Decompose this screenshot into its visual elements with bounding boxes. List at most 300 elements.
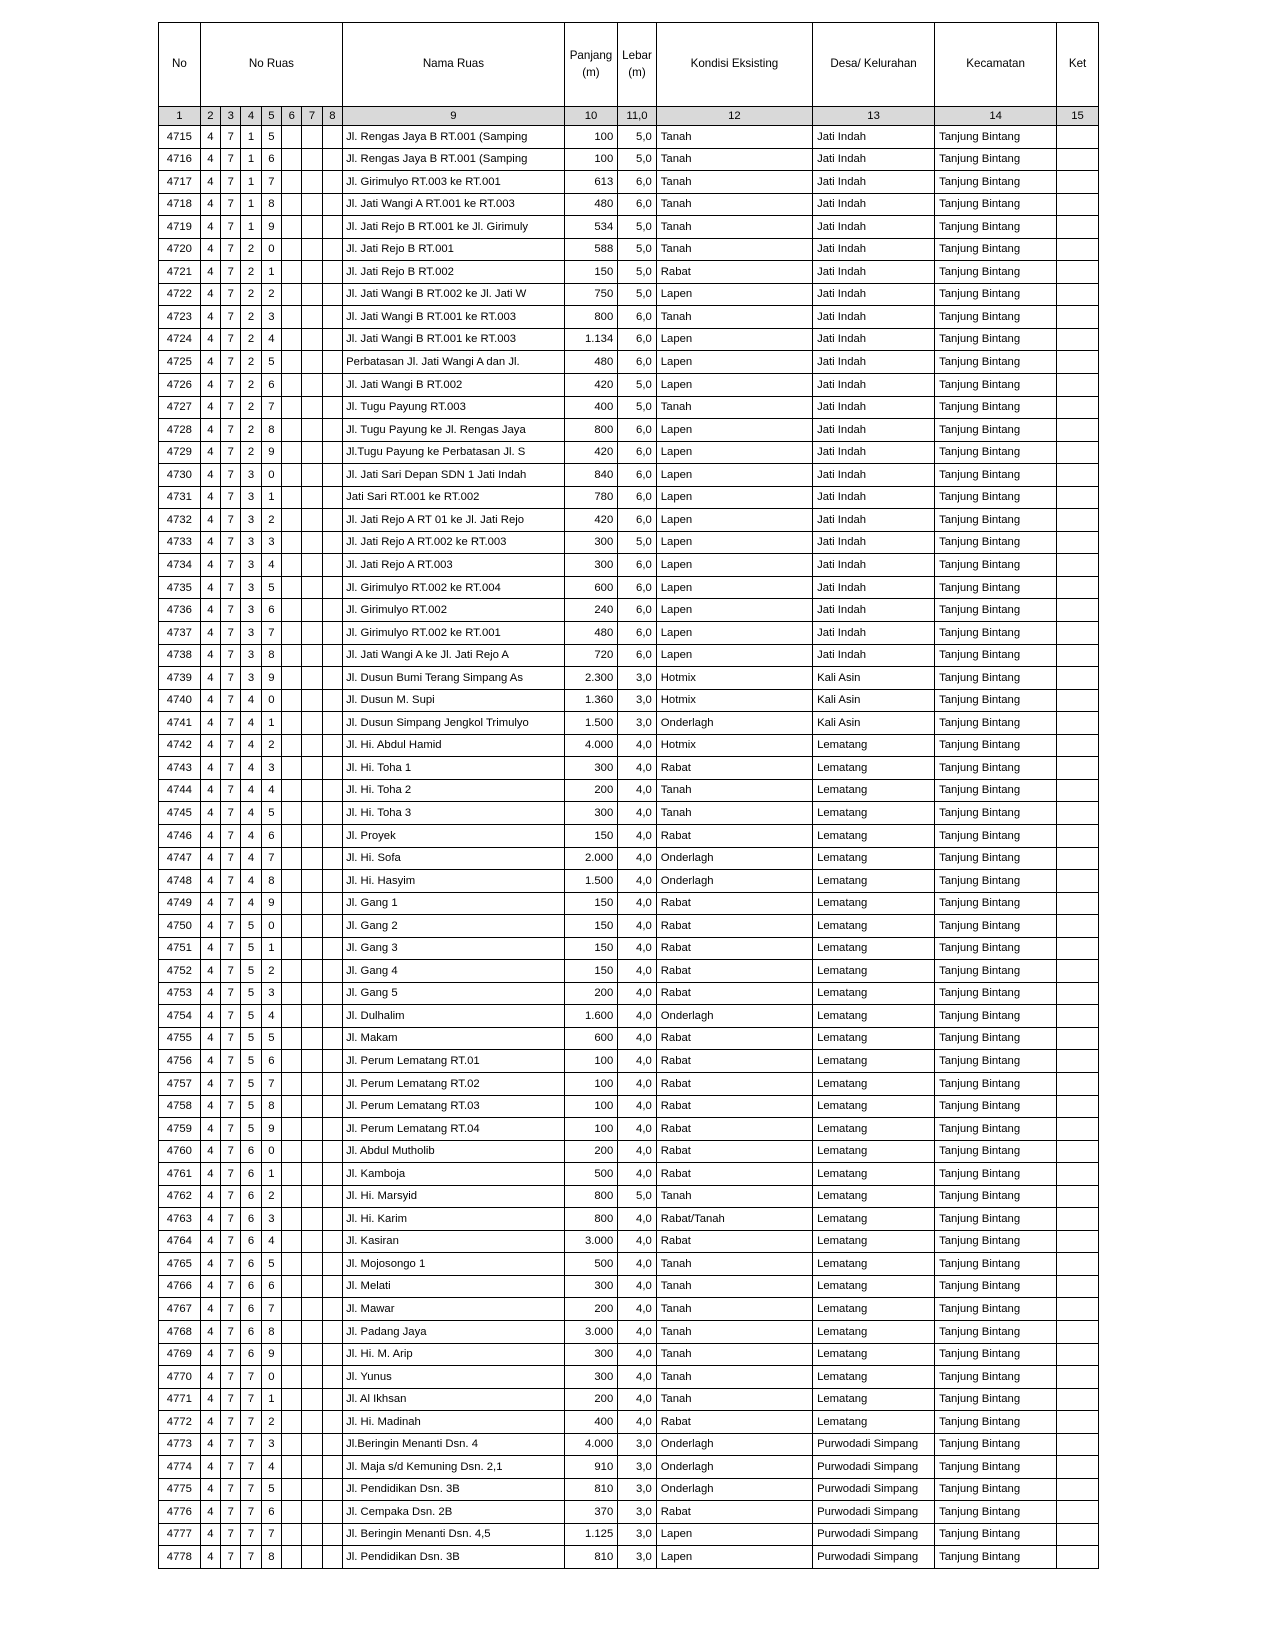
cell-kecamatan — [935, 1050, 1057, 1073]
cell-kecamatan — [935, 328, 1057, 351]
header-no-ruas: No Ruas — [200, 23, 342, 107]
cell-no-ruas-digit-4: 3 — [261, 306, 281, 329]
cell-no-ruas-digit-2: 7 — [221, 824, 241, 847]
cell-no-ruas-digit-1: 4 — [200, 1230, 220, 1253]
cell-kondisi-eksisting: Lapen — [656, 576, 812, 599]
cell-no-ruas-digit-2: 7 — [221, 870, 241, 893]
cell-no-ruas-digit-4: 9 — [261, 1343, 281, 1366]
cell-desa-kelurahan — [813, 1185, 935, 1208]
cell-no: 4753 — [159, 982, 201, 1005]
cell-no-ruas-digit-6 — [302, 937, 322, 960]
cell-lebar: 6,0 — [618, 576, 657, 599]
cell-lebar: 6,0 — [618, 622, 657, 645]
cell-no: 4725 — [159, 351, 201, 374]
cell-no-ruas-digit-6 — [302, 1456, 322, 1479]
desa-text: Lematang — [817, 1190, 868, 1203]
cell-nama-ruas — [343, 419, 565, 442]
cell-no-ruas-digit-5 — [282, 1456, 302, 1479]
cell-no-ruas-digit-1: 4 — [200, 306, 220, 329]
nama-ruas-text: Jl. Jati Rejo A RT 01 ke Jl. Jati Rejo — [346, 513, 525, 526]
table-row — [159, 238, 1099, 261]
cell-no-ruas-digit-7 — [322, 576, 342, 599]
table-row — [159, 1478, 1099, 1501]
kecamatan-text: Tanjung Bintang — [939, 1257, 1021, 1270]
cell-panjang: 1.125 — [564, 1523, 618, 1546]
cell-lebar: 4,0 — [618, 1208, 657, 1231]
table-row — [159, 419, 1099, 442]
cell-lebar: 6,0 — [618, 441, 657, 464]
cell-no: 4730 — [159, 464, 201, 487]
cell-no-ruas-digit-4: 5 — [261, 1027, 281, 1050]
nama-ruas-text: Jl. Dusun M. Supi — [346, 694, 435, 707]
cell-no-ruas-digit-3: 4 — [241, 870, 261, 893]
cell-kondisi-eksisting: Onderlagh — [656, 712, 812, 735]
cell-no-ruas-digit-3: 3 — [241, 599, 261, 622]
table-row — [159, 757, 1099, 780]
cell-no: 4732 — [159, 509, 201, 532]
cell-no-ruas-digit-4: 6 — [261, 599, 281, 622]
cell-kecamatan — [935, 193, 1057, 216]
cell-kondisi-eksisting: Lapen — [656, 1546, 812, 1569]
cell-no-ruas-digit-7 — [322, 126, 342, 149]
cell-panjang: 800 — [564, 419, 618, 442]
table-row — [159, 1411, 1099, 1434]
colnum-12: 12 — [656, 107, 812, 126]
nama-ruas-text: Jl. Perum Lematang RT.03 — [346, 1100, 480, 1113]
cell-no-ruas-digit-1: 4 — [200, 802, 220, 825]
cell-no: 4770 — [159, 1366, 201, 1389]
desa-text: Purwodadi Simpang — [817, 1438, 919, 1451]
cell-no-ruas-digit-6 — [302, 1005, 322, 1028]
cell-no-ruas-digit-3: 2 — [241, 396, 261, 419]
table-row — [159, 937, 1099, 960]
table-row — [159, 1140, 1099, 1163]
cell-no-ruas-digit-4: 7 — [261, 171, 281, 194]
cell-no-ruas-digit-4: 3 — [261, 1433, 281, 1456]
cell-no-ruas-digit-1: 4 — [200, 712, 220, 735]
cell-no: 4765 — [159, 1253, 201, 1276]
nama-ruas-text: Jl. Girimulyo RT.002 ke RT.001 — [346, 626, 501, 639]
cell-kecamatan — [935, 171, 1057, 194]
cell-panjang: 150 — [564, 892, 618, 915]
kecamatan-text: Tanjung Bintang — [939, 1145, 1021, 1158]
desa-text: Jati Indah — [817, 423, 867, 436]
nama-ruas-text: Jl. Girimulyo RT.002 — [346, 604, 447, 617]
cell-kecamatan — [935, 1095, 1057, 1118]
cell-ket — [1057, 171, 1099, 194]
cell-nama-ruas — [343, 802, 565, 825]
cell-kondisi-eksisting: Lapen — [656, 554, 812, 577]
cell-nama-ruas — [343, 1208, 565, 1231]
kecamatan-text: Tanjung Bintang — [939, 604, 1021, 617]
cell-no-ruas-digit-5 — [282, 1546, 302, 1569]
nama-ruas-text: Jl. Girimulyo RT.003 ke RT.001 — [346, 175, 501, 188]
cell-no-ruas-digit-1: 4 — [200, 1298, 220, 1321]
cell-no-ruas-digit-1: 4 — [200, 419, 220, 442]
cell-no: 4757 — [159, 1072, 201, 1095]
cell-desa-kelurahan — [813, 779, 935, 802]
cell-no-ruas-digit-7 — [322, 622, 342, 645]
cell-desa-kelurahan — [813, 712, 935, 735]
cell-nama-ruas — [343, 1163, 565, 1186]
table-row — [159, 779, 1099, 802]
cell-no-ruas-digit-1: 4 — [200, 1546, 220, 1569]
cell-nama-ruas — [343, 193, 565, 216]
table-row — [159, 1501, 1099, 1524]
cell-nama-ruas — [343, 216, 565, 239]
cell-desa-kelurahan — [813, 1478, 935, 1501]
desa-text: Lematang — [817, 1257, 868, 1270]
cell-lebar: 3,0 — [618, 1478, 657, 1501]
nama-ruas-text: Jl. Jati Wangi B RT.001 ke RT.003 — [346, 333, 517, 346]
cell-lebar: 4,0 — [618, 779, 657, 802]
nama-ruas-text: Jl. Jati Rejo A RT.003 — [346, 558, 453, 571]
cell-nama-ruas — [343, 171, 565, 194]
cell-panjang: 150 — [564, 937, 618, 960]
cell-no-ruas-digit-4: 6 — [261, 1050, 281, 1073]
cell-kondisi-eksisting: Tanah — [656, 779, 812, 802]
cell-no-ruas-digit-3: 7 — [241, 1388, 261, 1411]
cell-no-ruas-digit-5 — [282, 554, 302, 577]
cell-no-ruas-digit-7 — [322, 1230, 342, 1253]
cell-lebar: 3,0 — [618, 712, 657, 735]
cell-desa-kelurahan — [813, 847, 935, 870]
cell-no-ruas-digit-6 — [302, 1388, 322, 1411]
cell-kecamatan — [935, 1546, 1057, 1569]
cell-no: 4745 — [159, 802, 201, 825]
cell-kecamatan — [935, 148, 1057, 171]
cell-no: 4722 — [159, 283, 201, 306]
table-row — [159, 915, 1099, 938]
cell-no: 4733 — [159, 531, 201, 554]
kecamatan-text: Tanjung Bintang — [939, 1393, 1021, 1406]
cell-no-ruas-digit-6 — [302, 599, 322, 622]
cell-no-ruas-digit-4: 1 — [261, 1388, 281, 1411]
cell-no-ruas-digit-4: 9 — [261, 892, 281, 915]
cell-no-ruas-digit-2: 7 — [221, 915, 241, 938]
cell-no: 4764 — [159, 1230, 201, 1253]
cell-lebar: 4,0 — [618, 915, 657, 938]
cell-desa-kelurahan — [813, 1095, 935, 1118]
cell-lebar: 4,0 — [618, 1118, 657, 1141]
cell-no-ruas-digit-2: 7 — [221, 351, 241, 374]
cell-ket — [1057, 351, 1099, 374]
cell-ket — [1057, 1185, 1099, 1208]
cell-no-ruas-digit-6 — [302, 374, 322, 397]
cell-desa-kelurahan — [813, 1433, 935, 1456]
cell-desa-kelurahan — [813, 802, 935, 825]
cell-no-ruas-digit-6 — [302, 238, 322, 261]
cell-nama-ruas — [343, 1343, 565, 1366]
cell-kondisi-eksisting: Onderlagh — [656, 1456, 812, 1479]
cell-no-ruas-digit-4: 0 — [261, 464, 281, 487]
cell-desa-kelurahan — [813, 644, 935, 667]
cell-no-ruas-digit-5 — [282, 1388, 302, 1411]
table-row — [159, 1366, 1099, 1389]
cell-lebar: 5,0 — [618, 238, 657, 261]
cell-lebar: 5,0 — [618, 283, 657, 306]
cell-no-ruas-digit-6 — [302, 306, 322, 329]
cell-no-ruas-digit-6 — [302, 441, 322, 464]
cell-panjang: 480 — [564, 622, 618, 645]
kecamatan-text: Tanjung Bintang — [939, 1054, 1021, 1067]
cell-no-ruas-digit-4: 8 — [261, 1546, 281, 1569]
cell-nama-ruas — [343, 1478, 565, 1501]
cell-kondisi-eksisting: Lapen — [656, 328, 812, 351]
cell-no-ruas-digit-4: 0 — [261, 915, 281, 938]
cell-no: 4742 — [159, 734, 201, 757]
table-row — [159, 351, 1099, 374]
cell-ket — [1057, 1478, 1099, 1501]
cell-kondisi-eksisting: Onderlagh — [656, 1005, 812, 1028]
cell-ket — [1057, 1411, 1099, 1434]
cell-no-ruas-digit-3: 7 — [241, 1433, 261, 1456]
cell-ket — [1057, 1501, 1099, 1524]
desa-text: Lematang — [817, 1054, 868, 1067]
cell-nama-ruas — [343, 1050, 565, 1073]
nama-ruas-text: Jl. Jati Wangi B RT.001 ke RT.003 — [346, 310, 517, 323]
cell-ket — [1057, 1140, 1099, 1163]
cell-no-ruas-digit-3: 4 — [241, 892, 261, 915]
cell-no-ruas-digit-7 — [322, 283, 342, 306]
cell-desa-kelurahan — [813, 554, 935, 577]
cell-lebar: 6,0 — [618, 193, 657, 216]
cell-desa-kelurahan — [813, 1546, 935, 1569]
cell-no-ruas-digit-6 — [302, 802, 322, 825]
cell-kondisi-eksisting: Tanah — [656, 1298, 812, 1321]
table-header-row — [159, 23, 1099, 107]
cell-no-ruas-digit-7 — [322, 960, 342, 983]
cell-panjang: 100 — [564, 1050, 618, 1073]
cell-nama-ruas — [343, 1433, 565, 1456]
cell-ket — [1057, 419, 1099, 442]
cell-panjang: 4.000 — [564, 1433, 618, 1456]
nama-ruas-text: Jl. Jati Wangi B RT.002 — [346, 378, 463, 391]
desa-text: Jati Indah — [817, 491, 867, 504]
colnum-13: 13 — [813, 107, 935, 126]
cell-kondisi-eksisting: Tanah — [656, 1253, 812, 1276]
cell-no-ruas-digit-4: 3 — [261, 982, 281, 1005]
cell-no-ruas-digit-5 — [282, 847, 302, 870]
cell-no: 4759 — [159, 1118, 201, 1141]
nama-ruas-text: Jl. Perum Lematang RT.01 — [346, 1054, 480, 1067]
cell-ket — [1057, 238, 1099, 261]
cell-nama-ruas — [343, 892, 565, 915]
cell-desa-kelurahan — [813, 351, 935, 374]
cell-kondisi-eksisting: Rabat — [656, 1411, 812, 1434]
cell-no-ruas-digit-3: 5 — [241, 1005, 261, 1028]
cell-no-ruas-digit-7 — [322, 892, 342, 915]
cell-no-ruas-digit-3: 5 — [241, 960, 261, 983]
cell-desa-kelurahan — [813, 509, 935, 532]
cell-no: 4740 — [159, 689, 201, 712]
cell-no-ruas-digit-1: 4 — [200, 1366, 220, 1389]
cell-no-ruas-digit-7 — [322, 1118, 342, 1141]
cell-nama-ruas — [343, 599, 565, 622]
table-row — [159, 1072, 1099, 1095]
cell-no-ruas-digit-2: 7 — [221, 712, 241, 735]
cell-no-ruas-digit-4: 6 — [261, 148, 281, 171]
cell-ket — [1057, 1050, 1099, 1073]
kecamatan-text: Tanjung Bintang — [939, 806, 1021, 819]
colnum-3: 3 — [221, 107, 241, 126]
cell-no-ruas-digit-1: 4 — [200, 870, 220, 893]
cell-no-ruas-digit-5 — [282, 1343, 302, 1366]
cell-kecamatan — [935, 1253, 1057, 1276]
desa-text: Jati Indah — [817, 468, 867, 481]
cell-no-ruas-digit-4: 2 — [261, 1185, 281, 1208]
cell-ket — [1057, 824, 1099, 847]
cell-no-ruas-digit-4: 6 — [261, 374, 281, 397]
nama-ruas-text: Jl. Rengas Jaya B RT.001 (Samping — [346, 153, 528, 166]
cell-no-ruas-digit-5 — [282, 622, 302, 645]
cell-nama-ruas — [343, 915, 565, 938]
cell-no-ruas-digit-6 — [302, 757, 322, 780]
cell-no-ruas-digit-6 — [302, 148, 322, 171]
cell-nama-ruas — [343, 261, 565, 284]
table-row — [159, 622, 1099, 645]
cell-no-ruas-digit-6 — [302, 1118, 322, 1141]
cell-no-ruas-digit-7 — [322, 374, 342, 397]
cell-ket — [1057, 441, 1099, 464]
cell-ket — [1057, 599, 1099, 622]
table-row — [159, 193, 1099, 216]
cell-no-ruas-digit-1: 4 — [200, 1095, 220, 1118]
cell-panjang: 370 — [564, 1501, 618, 1524]
cell-no-ruas-digit-6 — [302, 1546, 322, 1569]
cell-no-ruas-digit-5 — [282, 193, 302, 216]
cell-no-ruas-digit-2: 7 — [221, 960, 241, 983]
cell-no-ruas-digit-6 — [302, 1185, 322, 1208]
cell-nama-ruas — [343, 870, 565, 893]
cell-no-ruas-digit-5 — [282, 1050, 302, 1073]
cell-ket — [1057, 283, 1099, 306]
cell-kecamatan — [935, 937, 1057, 960]
cell-ket — [1057, 644, 1099, 667]
nama-ruas-text: Jl. Abdul Mutholib — [346, 1145, 435, 1158]
cell-no-ruas-digit-3: 2 — [241, 419, 261, 442]
kecamatan-text: Tanjung Bintang — [939, 1122, 1021, 1135]
nama-ruas-text: Jl. Cempaka Dsn. 2B — [346, 1505, 453, 1518]
header-lebar — [618, 23, 657, 107]
cell-lebar: 3,0 — [618, 1433, 657, 1456]
cell-no-ruas-digit-1: 4 — [200, 599, 220, 622]
cell-panjang: 300 — [564, 802, 618, 825]
table-row — [159, 1433, 1099, 1456]
cell-nama-ruas — [343, 1388, 565, 1411]
cell-no: 4775 — [159, 1478, 201, 1501]
cell-lebar: 4,0 — [618, 870, 657, 893]
table-row — [159, 576, 1099, 599]
cell-kondisi-eksisting: Rabat — [656, 892, 812, 915]
cell-no-ruas-digit-4: 4 — [261, 328, 281, 351]
cell-ket — [1057, 1320, 1099, 1343]
kecamatan-text: Tanjung Bintang — [939, 694, 1021, 707]
desa-text: Lematang — [817, 1235, 868, 1248]
nama-ruas-text: Jl. Hi. Madinah — [346, 1415, 421, 1428]
cell-no-ruas-digit-5 — [282, 757, 302, 780]
cell-desa-kelurahan — [813, 1140, 935, 1163]
cell-no-ruas-digit-2: 7 — [221, 847, 241, 870]
kecamatan-text: Tanjung Bintang — [939, 1348, 1021, 1361]
cell-no-ruas-digit-1: 4 — [200, 1005, 220, 1028]
kecamatan-text: Tanjung Bintang — [939, 446, 1021, 459]
cell-no-ruas-digit-6 — [302, 734, 322, 757]
cell-no-ruas-digit-3: 4 — [241, 802, 261, 825]
cell-no-ruas-digit-1: 4 — [200, 148, 220, 171]
kecamatan-text: Tanjung Bintang — [939, 265, 1021, 278]
cell-desa-kelurahan — [813, 1320, 935, 1343]
desa-text: Lematang — [817, 1303, 868, 1315]
cell-no-ruas-digit-7 — [322, 171, 342, 194]
cell-kecamatan — [935, 351, 1057, 374]
cell-no-ruas-digit-2: 7 — [221, 396, 241, 419]
cell-lebar: 6,0 — [618, 306, 657, 329]
cell-no: 4756 — [159, 1050, 201, 1073]
cell-no-ruas-digit-1: 4 — [200, 1208, 220, 1231]
header-panjang-unit: (m) — [582, 65, 600, 79]
kecamatan-text: Tanjung Bintang — [939, 1438, 1021, 1451]
cell-nama-ruas — [343, 1118, 565, 1141]
cell-ket — [1057, 1456, 1099, 1479]
cell-no-ruas-digit-5 — [282, 1005, 302, 1028]
cell-kecamatan — [935, 306, 1057, 329]
cell-kecamatan — [935, 1478, 1057, 1501]
table-row — [159, 486, 1099, 509]
cell-no-ruas-digit-6 — [302, 847, 322, 870]
cell-no-ruas-digit-3: 6 — [241, 1163, 261, 1186]
cell-ket — [1057, 396, 1099, 419]
cell-no-ruas-digit-2: 7 — [221, 306, 241, 329]
cell-no-ruas-digit-2: 7 — [221, 1230, 241, 1253]
cell-no-ruas-digit-2: 7 — [221, 261, 241, 284]
cell-panjang: 150 — [564, 261, 618, 284]
nama-ruas-text: Jl. Hi. Toha 1 — [346, 761, 412, 774]
cell-no: 4721 — [159, 261, 201, 284]
cell-no-ruas-digit-5 — [282, 283, 302, 306]
cell-no-ruas-digit-3: 2 — [241, 283, 261, 306]
cell-lebar: 5,0 — [618, 1185, 657, 1208]
cell-no-ruas-digit-7 — [322, 328, 342, 351]
cell-nama-ruas — [343, 464, 565, 487]
cell-no-ruas-digit-1: 4 — [200, 576, 220, 599]
nama-ruas-text: Jl. Jati Wangi A ke Jl. Jati Rejo A — [346, 649, 509, 662]
cell-no-ruas-digit-3: 7 — [241, 1411, 261, 1434]
desa-text: Jati Indah — [817, 513, 867, 526]
cell-kecamatan — [935, 1320, 1057, 1343]
cell-kondisi-eksisting: Tanah — [656, 216, 812, 239]
cell-nama-ruas — [343, 1095, 565, 1118]
cell-no-ruas-digit-4: 6 — [261, 1275, 281, 1298]
cell-no-ruas-digit-5 — [282, 531, 302, 554]
cell-no-ruas-digit-5 — [282, 1163, 302, 1186]
table-row — [159, 1320, 1099, 1343]
colnum-6: 6 — [282, 107, 302, 126]
table-row — [159, 689, 1099, 712]
cell-desa-kelurahan — [813, 599, 935, 622]
cell-no-ruas-digit-1: 4 — [200, 1185, 220, 1208]
cell-nama-ruas — [343, 1523, 565, 1546]
cell-lebar: 4,0 — [618, 1366, 657, 1389]
kecamatan-text: Tanjung Bintang — [939, 761, 1021, 774]
kecamatan-text: Tanjung Bintang — [939, 671, 1021, 684]
cell-no-ruas-digit-7 — [322, 982, 342, 1005]
table-row — [159, 1253, 1099, 1276]
kecamatan-text: Tanjung Bintang — [939, 964, 1021, 977]
cell-no-ruas-digit-4: 4 — [261, 779, 281, 802]
cell-nama-ruas — [343, 982, 565, 1005]
cell-no: 4739 — [159, 667, 201, 690]
